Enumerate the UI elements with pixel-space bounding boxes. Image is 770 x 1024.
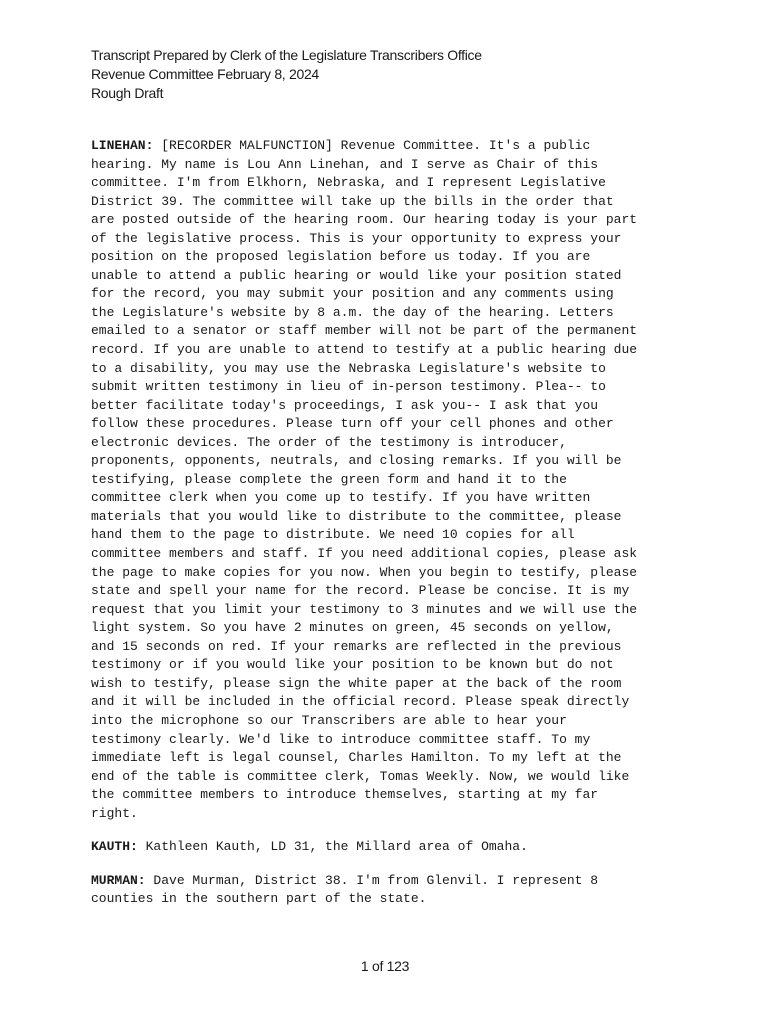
speaker-name: KAUTH: — [91, 839, 138, 855]
transcript-paragraph-kauth — [91, 838, 681, 857]
transcript-paragraph-murman — [91, 872, 681, 909]
speaker-text: Dave Murman, District 38. I'm from Glenvil. I represent 8 counties in the southern part of the state. — [91, 872, 599, 907]
header-committee-date: Revenue Committee February 8, 2024 — [91, 66, 319, 82]
speaker-text: [RECORDER MALFUNCTION] Revenue Committee. It's a public hearing. My name is Lou Ann Linehan, and I serve as Chair of this committee. I'm from Elkhorn, Nebraska, and I represent Legislative District 39. The committee will take up the bills in the order that are posted outside of the hearing room. Our hearing today is your part of the legislative process. This is your opportunity to express your position on the proposed legislation before us today. If you are unable to attend a public hearing or would like your position stated for the record, you may submit your position and any comments using the Legislature's website by 8 a.m. the day of the hearing. Letters emailed to a senator or staff member will not be part of the permanent record. If you are unable to attend to testify at a public hearing due to a disability, you may use the Nebraska Legislature's website to submit written testimony in lieu of in-person testimony. Plea-- to better facilitate today's proceedings, I ask you-- I ask that you follow these procedures. Please turn off your cell phones and other electronic devices. The order of the testimony is introducer, proponents, opponents, neutrals, and closing remarks. If you will be testifying, please complete the green form and hand it to the committee clerk when you come up to testify. If you have written materials that you would like to distribute to the committee, please hand them to the page to distribute. We need 10 copies for all committee members and staff. If you need additional copies, please ask the page to make copies for you now. When you begin to testify, please state and spell your name for the record. Please be concise. It is my request that you limit your testimony to 3 minutes and we will use the light system. So you have 2 minutes on green, 45 seconds on yellow, and 15 seconds on red. If your remarks are reflected in the previous testimony or if you would like your position to be known but do not wish to testify, please sign the white paper at the back of the room and it will be included in the official record. Please speak directly into the microphone so our Transcribers are able to hear your testimony clearly. We'd like to introduce committee staff. To my immediate left is legal counsel, Charles Hamilton. To my left at the end of the table is committee clerk, Tomas Weekly. Now, we would like the committee members to introduce themselves, starting at my far right. — [91, 138, 638, 821]
header-title: Transcript Prepared by Clerk of the Legislature Transcribers Office — [91, 47, 482, 63]
header-draft-status: Rough Draft — [91, 85, 164, 101]
speaker-name: LINEHAN: — [91, 138, 154, 153]
transcript-body — [91, 137, 681, 924]
page-number: 1 of 123 — [360, 958, 410, 974]
transcript-paragraph-linehan — [91, 137, 681, 823]
speaker-text: Kathleen Kauth, LD 31, the Millard area of Omaha. — [137, 839, 528, 855]
speaker-name: MURMAN: — [91, 872, 146, 888]
document-header — [91, 46, 482, 103]
